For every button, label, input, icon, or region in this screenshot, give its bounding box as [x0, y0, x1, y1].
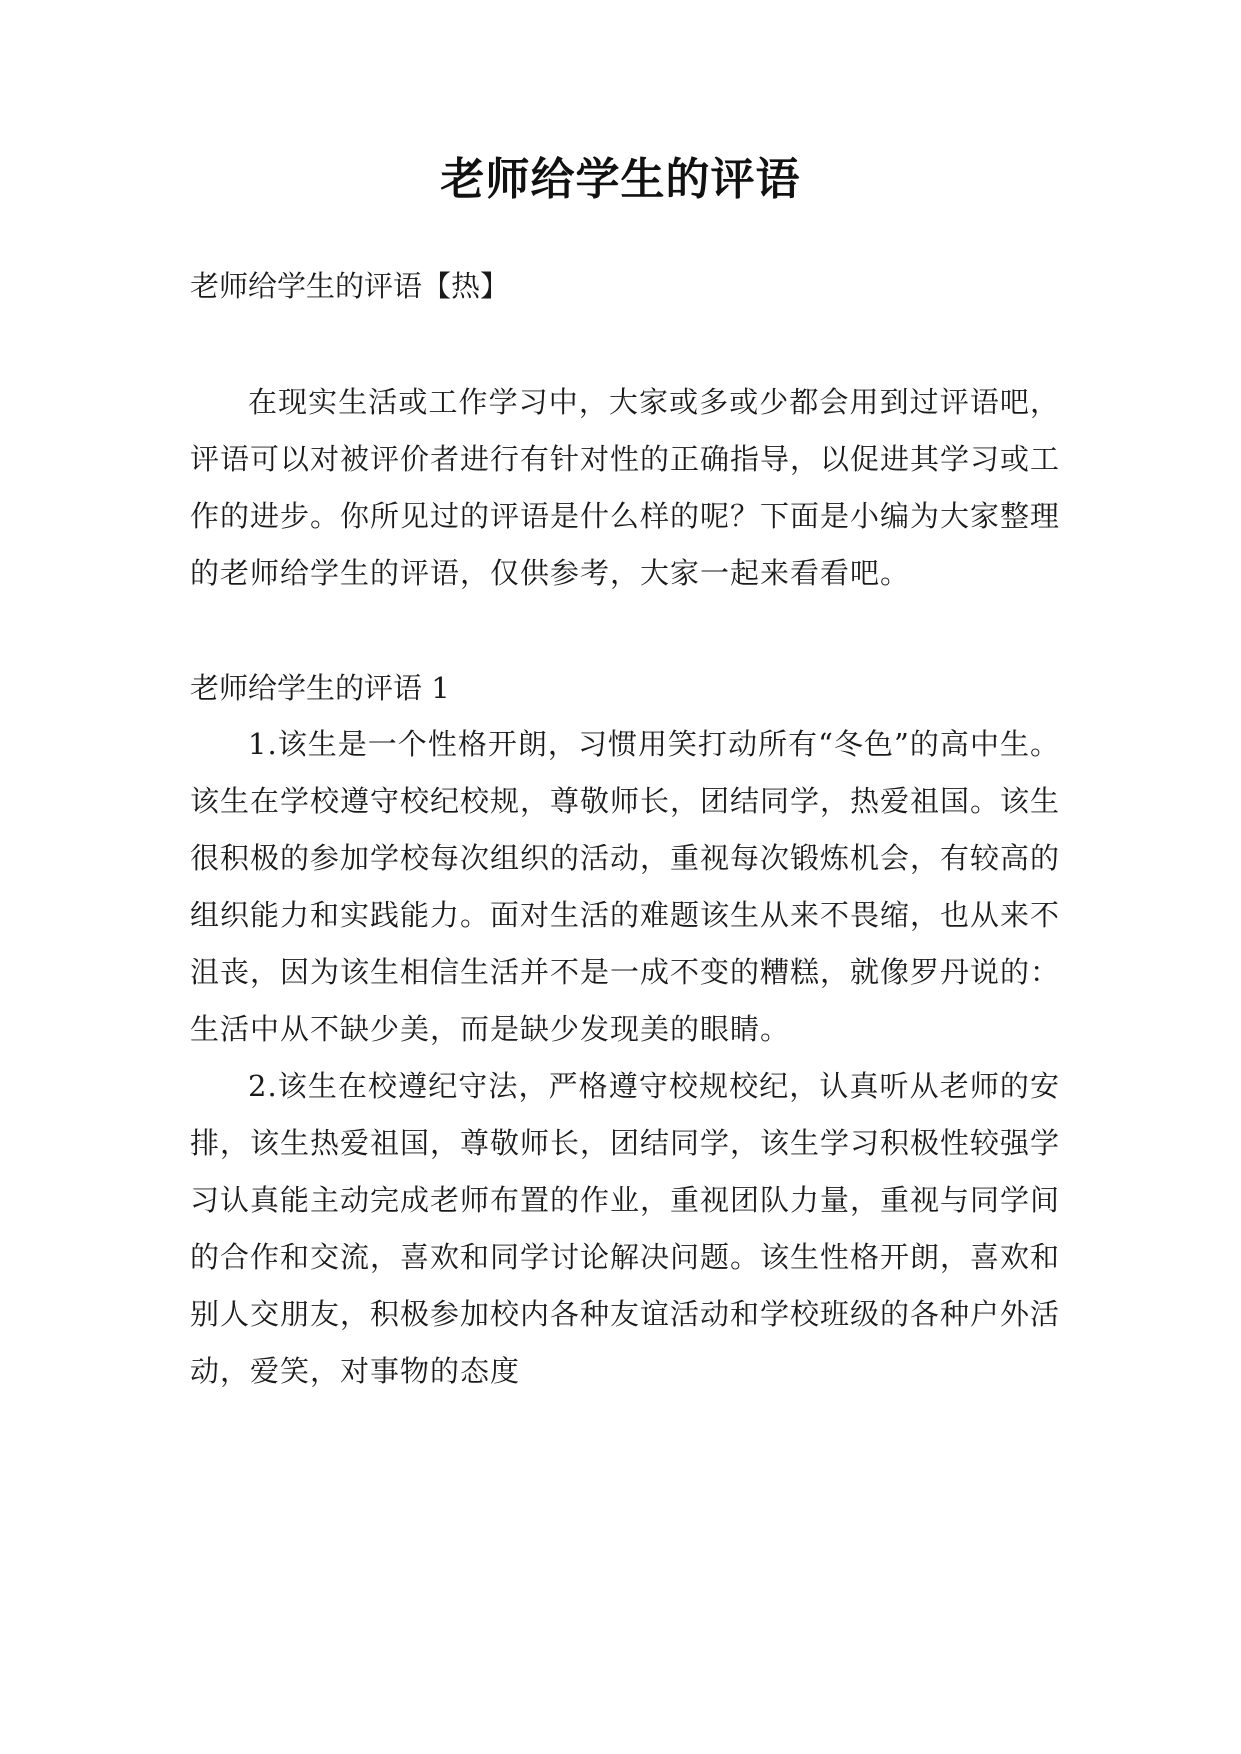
spacer [190, 602, 1060, 660]
document-subtitle: 老师给学生的评语【热】 [190, 269, 510, 303]
intro-paragraph: 在现实生活或工作学习中，大家或多或少都会用到过评语吧，评语可以对被评价者进行有针对性的正确指导，以促进其学习或工作的进步。你所见过的评语是什么样的呢？下面是小编为大家整理的老师给学生的评语，仅供参考，大家一起来看看吧。 [190, 385, 1061, 590]
comment-item-1: 1.该生是一个性格开朗，习惯用笑打动所有“冬色”的高中生。该生在学校遵守校纪校规，尊敬师长，团结同学，热爱祖国。该生很积极的参加学校每次组织的活动，重视每次锻炼机会，有较高的组织能力和实践能力。面对生活的难题该生从来不畏缩，也从来不沮丧，因为该生相信生活并不是一成不变的糟糕，就像罗丹说的：生活中从不缺少美，而是缺少发现美的眼睛。 [190, 727, 1061, 1046]
comment-item-2: 2.该生在校遵纪守法，严格遵守校规校纪，认真听从老师的安排，该生热爱祖国，尊敬师长，团结同学，该生学习积极性较强学习认真能主动完成老师布置的作业，重视团队力量，重视与同学间的合作和交流，喜欢和同学讨论解决问题。该生性格开朗，喜欢和别人交朋友，积极参加校内各种友谊活动和学校班级的各种户外活动，爱笑，对事物的态度 [190, 1069, 1061, 1388]
section-heading: 老师给学生的评语 1 [190, 671, 450, 705]
spacer [190, 314, 1060, 374]
document-title: 老师给学生的评语 [440, 154, 801, 205]
document-body [190, 258, 1060, 1400]
